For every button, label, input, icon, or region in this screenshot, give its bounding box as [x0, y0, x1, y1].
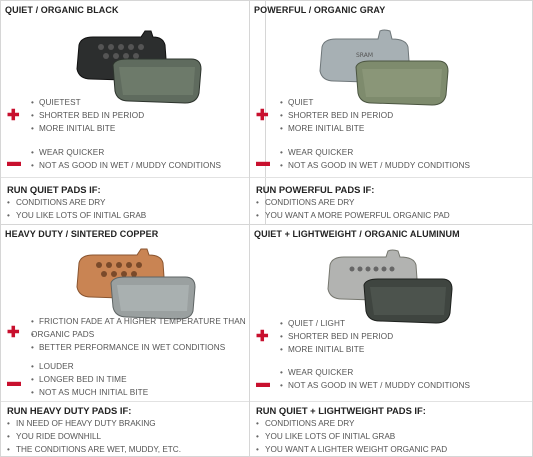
list-item: • SHORTER BED IN PERIOD	[31, 109, 144, 122]
svg-text:SRAM: SRAM	[356, 52, 374, 59]
list-item: • WEAR QUICKER	[280, 146, 470, 159]
list-item: • MORE INITIAL BITE	[280, 122, 393, 135]
run-list	[7, 196, 146, 222]
list-item: • LOUDER	[31, 360, 148, 373]
list-item: • NOT AS GOOD IN WET / MUDDY CONDITIONS	[280, 379, 470, 392]
plus-icon: ✚	[7, 324, 20, 341]
divider	[250, 177, 532, 178]
run-heading: RUN HEAVY DUTY PADS IF:	[7, 405, 132, 416]
list-item: • SHORTER BED IN PERIOD	[280, 330, 393, 343]
list-item: • NOT AS GOOD IN WET / MUDDY CONDITIONS	[31, 159, 221, 172]
quadrant-quiet-lightweight-organic-aluminum	[249, 224, 533, 457]
quadrant-title: HEAVY DUTY / SINTERED COPPER	[5, 229, 159, 239]
list-item: • QUIETEST	[31, 96, 144, 109]
list-item: • IN NEED OF HEAVY DUTY BRAKING	[7, 417, 181, 430]
list-item: • FRICTION FADE AT A HIGHER TEMPERATURE THAN	[31, 315, 246, 328]
plus-icon: ✚	[256, 328, 269, 345]
cons-list	[280, 146, 470, 172]
list-item: • YOU LIKE LOTS OF INITIAL GRAB	[256, 430, 447, 443]
run-list	[256, 196, 450, 222]
list-item: • NOT AS GOOD IN WET / MUDDY CONDITIONS	[280, 159, 470, 172]
pros-list	[280, 96, 393, 136]
run-heading: RUN POWERFUL PADS IF:	[256, 184, 375, 195]
plus-icon: ✚	[256, 107, 269, 124]
minus-icon: ▬	[256, 374, 270, 390]
list-item: • MORE INITIAL BITE	[31, 122, 144, 135]
cons-list	[31, 360, 148, 400]
list-item-continued: • ORGANIC PADS	[31, 328, 246, 341]
quadrant-title: POWERFUL / ORGANIC GRAY	[254, 5, 386, 15]
list-item: • CONDITIONS ARE DRY	[256, 417, 447, 430]
list-item: • SHORTER BED IN PERIOD	[280, 109, 393, 122]
list-item: • YOU LIKE LOTS OF INITIAL GRAB	[7, 209, 146, 222]
quadrant-heavy-duty-sintered-copper	[0, 224, 250, 457]
pros-list	[31, 96, 144, 136]
cons-list	[31, 146, 221, 172]
plus-icon: ✚	[7, 107, 20, 124]
list-item: • WEAR QUICKER	[280, 366, 470, 379]
brake-pad-image-copper	[71, 247, 201, 325]
run-list	[7, 417, 181, 457]
divider	[250, 401, 532, 402]
list-item: • YOU WANT A LIGHTER WEIGHT ORGANIC PAD	[256, 443, 447, 456]
quadrant-powerful-organic-gray	[249, 0, 533, 225]
run-heading: RUN QUIET PADS IF:	[7, 184, 101, 195]
run-list	[256, 417, 447, 457]
list-item: • MORE INITIAL BITE	[280, 343, 393, 356]
divider	[1, 177, 265, 178]
cons-list	[280, 366, 470, 392]
list-item: • CONDITIONS ARE DRY	[256, 196, 450, 209]
list-item: • NOT AS MUCH INITIAL BITE	[31, 386, 148, 399]
pros-list	[280, 317, 393, 357]
minus-icon: ▬	[7, 373, 21, 389]
pros-list	[31, 315, 246, 355]
quadrant-title: QUIET / ORGANIC BLACK	[5, 5, 119, 15]
minus-icon: ▬	[7, 153, 21, 169]
list-item: • YOU WANT A MORE POWERFUL ORGANIC PAD	[256, 209, 450, 222]
list-item: • LONGER BED IN TIME	[31, 373, 148, 386]
run-heading: RUN QUIET + LIGHTWEIGHT PADS IF:	[256, 405, 426, 416]
list-item: • CONDITIONS ARE DRY	[7, 196, 146, 209]
minus-icon: ▬	[256, 153, 270, 169]
list-item: • WEAR QUICKER	[31, 146, 221, 159]
list-item: • BETTER PERFORMANCE IN WET CONDITIONS	[31, 341, 246, 354]
list-item: • QUIET / LIGHT	[280, 317, 393, 330]
quadrant-quiet-organic-black	[0, 0, 266, 225]
quadrant-title: QUIET + LIGHTWEIGHT / ORGANIC ALUMINUM	[254, 229, 460, 239]
list-item: • THE CONDITIONS ARE WET, MUDDY, ETC.	[7, 443, 181, 456]
divider	[1, 401, 249, 402]
list-item: • QUIET	[280, 96, 393, 109]
list-item: • YOU RIDE DOWNHILL	[7, 430, 181, 443]
